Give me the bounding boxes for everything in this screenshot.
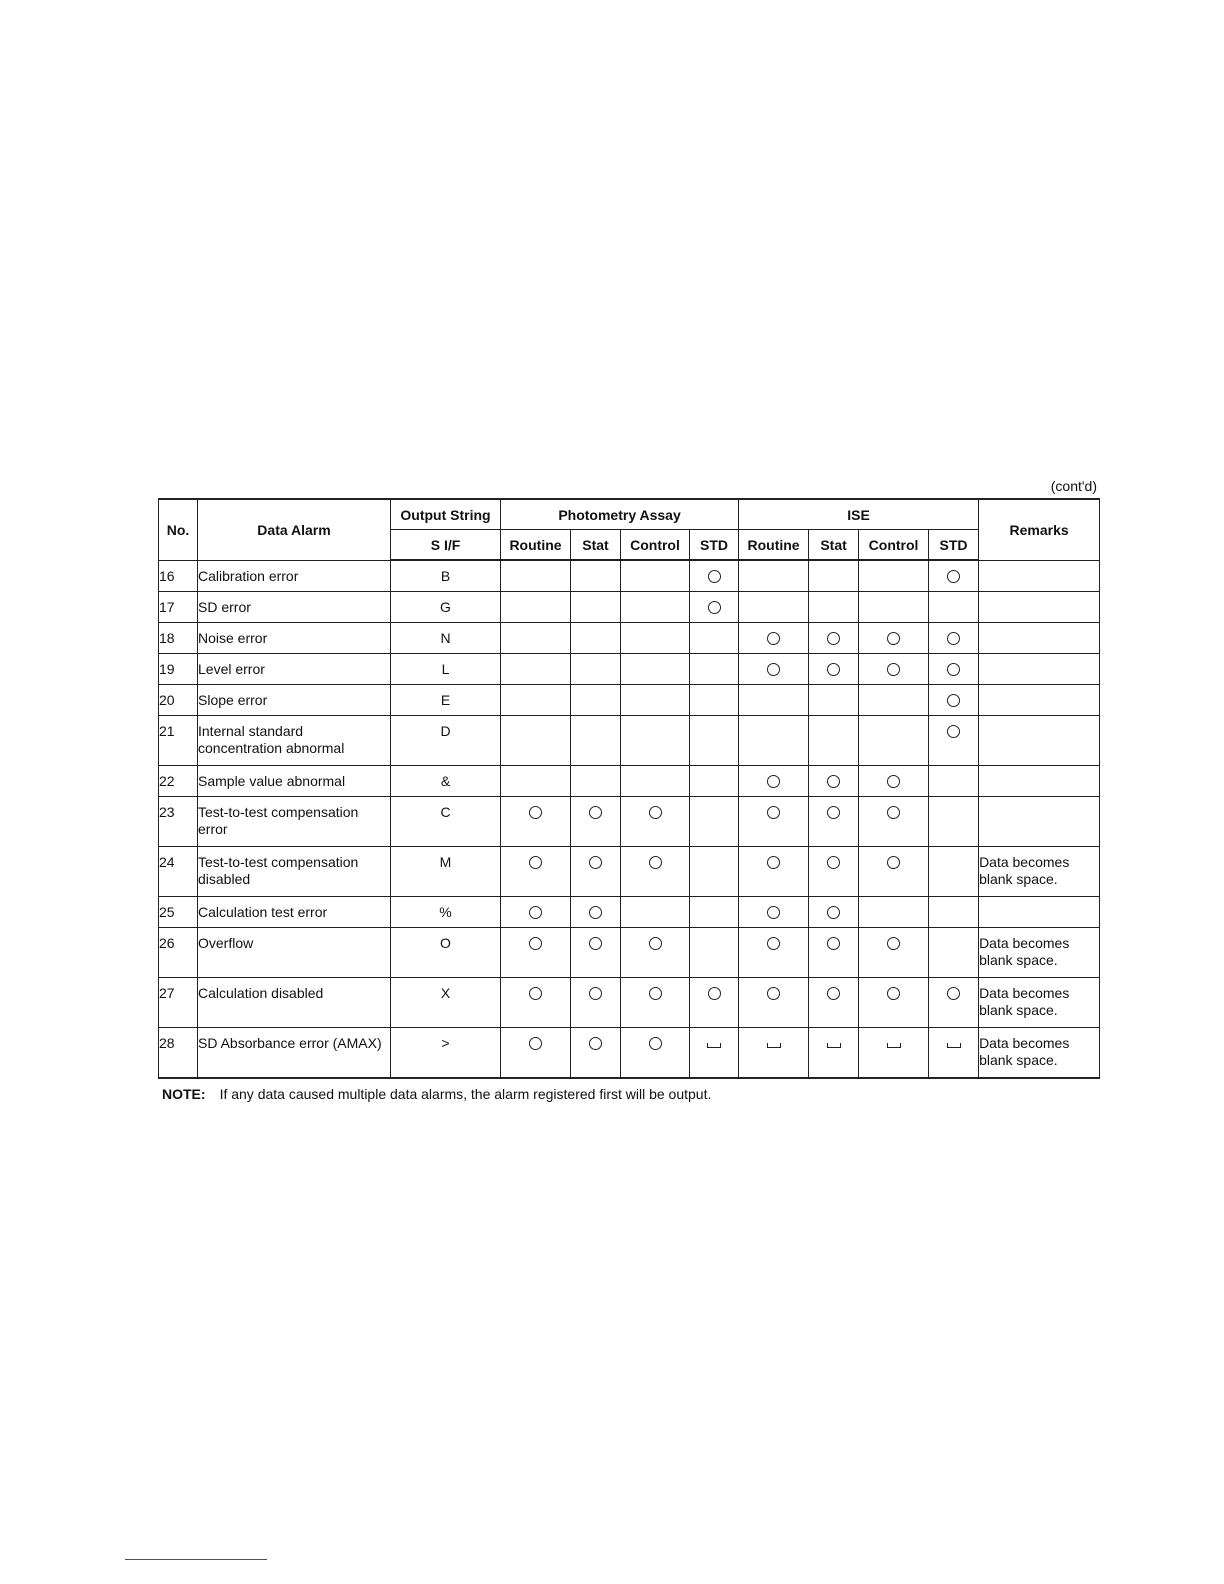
- header-ise-routine: Routine: [739, 530, 809, 561]
- table-row: [159, 928, 1100, 978]
- table-row: [159, 623, 1100, 654]
- cell-photometry-routine: [501, 1028, 571, 1079]
- cell-ise-control: [859, 978, 929, 1028]
- row-number: 22: [159, 766, 198, 797]
- cell-photometry-std: [690, 897, 739, 928]
- cell-ise-routine: [739, 654, 809, 685]
- circle-mark-icon: [767, 663, 780, 676]
- cell-ise-routine: [739, 897, 809, 928]
- data-alarm-name: Test-to-test compensation error: [198, 797, 391, 847]
- cell-photometry-routine: [501, 623, 571, 654]
- circle-mark-icon: [827, 632, 840, 645]
- cell-photometry-control: [621, 592, 690, 623]
- data-alarm-name: Level error: [198, 654, 391, 685]
- cell-photometry-control: [621, 685, 690, 716]
- footer-rule: [125, 1559, 267, 1560]
- data-alarm-name: Noise error: [198, 623, 391, 654]
- data-alarm-name: SD Absorbance error (AMAX): [198, 1028, 391, 1079]
- remarks-cell: [979, 623, 1100, 654]
- cell-ise-control: [859, 928, 929, 978]
- table-row: [159, 654, 1100, 685]
- output-string-sif: D: [391, 716, 501, 766]
- cell-ise-std: [929, 592, 979, 623]
- circle-mark-icon: [589, 937, 602, 950]
- circle-mark-icon: [767, 775, 780, 788]
- table-body: [159, 560, 1100, 1078]
- table-row: [159, 897, 1100, 928]
- contd-label: (cont'd): [1050, 478, 1097, 494]
- circle-mark-icon: [827, 987, 840, 1000]
- cell-ise-control: [859, 766, 929, 797]
- circle-mark-icon: [708, 987, 721, 1000]
- row-number: 20: [159, 685, 198, 716]
- circle-mark-icon: [589, 856, 602, 869]
- circle-mark-icon: [887, 937, 900, 950]
- circle-mark-icon: [947, 632, 960, 645]
- cell-ise-std: [929, 978, 979, 1028]
- circle-mark-icon: [529, 987, 542, 1000]
- remarks-cell: [979, 716, 1100, 766]
- table-row: [159, 685, 1100, 716]
- cell-ise-std: [929, 654, 979, 685]
- cell-photometry-stat: [571, 928, 621, 978]
- cell-photometry-routine: [501, 847, 571, 897]
- row-number: 26: [159, 928, 198, 978]
- circle-mark-icon: [947, 694, 960, 707]
- cell-photometry-std: [690, 592, 739, 623]
- circle-mark-icon: [887, 632, 900, 645]
- cell-ise-control: [859, 685, 929, 716]
- cell-ise-routine: [739, 560, 809, 592]
- circle-mark-icon: [589, 987, 602, 1000]
- data-alarm-name: Calculation test error: [198, 897, 391, 928]
- table-row: [159, 1028, 1100, 1079]
- header-photometry-routine: Routine: [501, 530, 571, 561]
- cell-photometry-stat: [571, 797, 621, 847]
- cell-photometry-control: [621, 847, 690, 897]
- cell-ise-stat: [809, 592, 859, 623]
- header-photometry-assay: Photometry Assay: [501, 499, 739, 530]
- cell-ise-routine: [739, 978, 809, 1028]
- cell-photometry-std: [690, 978, 739, 1028]
- cell-photometry-stat: [571, 978, 621, 1028]
- table-row: [159, 978, 1100, 1028]
- cell-ise-stat: [809, 897, 859, 928]
- row-number: 25: [159, 897, 198, 928]
- output-string-sif: L: [391, 654, 501, 685]
- row-number: 19: [159, 654, 198, 685]
- remarks-cell: [979, 766, 1100, 797]
- cell-ise-stat: [809, 685, 859, 716]
- cell-photometry-stat: [571, 654, 621, 685]
- circle-mark-icon: [649, 806, 662, 819]
- remarks-cell: [979, 592, 1100, 623]
- cell-ise-routine: [739, 1028, 809, 1079]
- remarks-cell: Data becomes blank space.: [979, 1028, 1100, 1079]
- cell-ise-stat: [809, 1028, 859, 1079]
- circle-mark-icon: [767, 632, 780, 645]
- cell-ise-stat: [809, 560, 859, 592]
- header-ise-control: Control: [859, 530, 929, 561]
- cell-photometry-control: [621, 978, 690, 1028]
- header-photometry-stat: Stat: [571, 530, 621, 561]
- circle-mark-icon: [767, 906, 780, 919]
- cell-photometry-routine: [501, 685, 571, 716]
- circle-mark-icon: [887, 806, 900, 819]
- circle-mark-icon: [589, 906, 602, 919]
- remarks-cell: [979, 654, 1100, 685]
- circle-mark-icon: [529, 937, 542, 950]
- remarks-cell: Data becomes blank space.: [979, 847, 1100, 897]
- cell-ise-control: [859, 623, 929, 654]
- header-photometry-std: STD: [690, 530, 739, 561]
- cell-photometry-control: [621, 897, 690, 928]
- circle-mark-icon: [827, 906, 840, 919]
- circle-mark-icon: [649, 987, 662, 1000]
- cell-photometry-routine: [501, 654, 571, 685]
- circle-mark-icon: [529, 1037, 542, 1050]
- cell-photometry-std: [690, 560, 739, 592]
- row-number: 18: [159, 623, 198, 654]
- cell-photometry-std: [690, 928, 739, 978]
- cell-photometry-stat: [571, 766, 621, 797]
- circle-mark-icon: [947, 987, 960, 1000]
- circle-mark-icon: [649, 856, 662, 869]
- data-alarm-name: Calibration error: [198, 560, 391, 592]
- table-row: [159, 592, 1100, 623]
- remarks-cell: [979, 560, 1100, 592]
- row-number: 21: [159, 716, 198, 766]
- output-string-sif: G: [391, 592, 501, 623]
- circle-mark-icon: [767, 856, 780, 869]
- output-string-sif: >: [391, 1028, 501, 1079]
- blank-space-icon: [827, 1043, 841, 1048]
- cell-ise-control: [859, 797, 929, 847]
- data-alarm-table: [158, 498, 1100, 1079]
- circle-mark-icon: [649, 937, 662, 950]
- output-string-sif: &: [391, 766, 501, 797]
- cell-ise-routine: [739, 716, 809, 766]
- header-photometry-control: Control: [621, 530, 690, 561]
- header-data-alarm: Data Alarm: [198, 499, 391, 560]
- remarks-cell: Data becomes blank space.: [979, 928, 1100, 978]
- cell-ise-control: [859, 716, 929, 766]
- cell-photometry-routine: [501, 766, 571, 797]
- cell-photometry-std: [690, 654, 739, 685]
- cell-photometry-control: [621, 716, 690, 766]
- cell-photometry-routine: [501, 560, 571, 592]
- cell-photometry-std: [690, 685, 739, 716]
- data-alarm-name: Test-to-test compensation disabled: [198, 847, 391, 897]
- header-no: No.: [159, 499, 198, 560]
- cell-ise-stat: [809, 847, 859, 897]
- cell-photometry-stat: [571, 897, 621, 928]
- cell-ise-std: [929, 1028, 979, 1079]
- header-ise-std: STD: [929, 530, 979, 561]
- cell-photometry-stat: [571, 623, 621, 654]
- circle-mark-icon: [887, 856, 900, 869]
- circle-mark-icon: [887, 663, 900, 676]
- output-string-sif: E: [391, 685, 501, 716]
- remarks-cell: [979, 685, 1100, 716]
- cell-photometry-std: [690, 623, 739, 654]
- cell-ise-std: [929, 685, 979, 716]
- cell-ise-std: [929, 847, 979, 897]
- table-row: [159, 797, 1100, 847]
- remarks-cell: [979, 797, 1100, 847]
- circle-mark-icon: [827, 663, 840, 676]
- circle-mark-icon: [767, 987, 780, 1000]
- data-alarm-name: SD error: [198, 592, 391, 623]
- cell-photometry-routine: [501, 716, 571, 766]
- remarks-cell: [979, 897, 1100, 928]
- cell-photometry-control: [621, 766, 690, 797]
- circle-mark-icon: [827, 937, 840, 950]
- header-output-string: Output String: [391, 499, 501, 530]
- cell-photometry-control: [621, 623, 690, 654]
- cell-ise-routine: [739, 847, 809, 897]
- cell-photometry-std: [690, 797, 739, 847]
- circle-mark-icon: [589, 806, 602, 819]
- cell-ise-std: [929, 897, 979, 928]
- cell-photometry-routine: [501, 797, 571, 847]
- circle-mark-icon: [827, 856, 840, 869]
- cell-photometry-stat: [571, 847, 621, 897]
- output-string-sif: O: [391, 928, 501, 978]
- cell-ise-routine: [739, 928, 809, 978]
- cell-ise-stat: [809, 623, 859, 654]
- header-ise: ISE: [739, 499, 979, 530]
- cell-ise-routine: [739, 685, 809, 716]
- table-row: [159, 716, 1100, 766]
- cell-photometry-stat: [571, 685, 621, 716]
- circle-mark-icon: [589, 1037, 602, 1050]
- circle-mark-icon: [649, 1037, 662, 1050]
- cell-photometry-std: [690, 716, 739, 766]
- blank-space-icon: [887, 1043, 901, 1048]
- header-ise-stat: Stat: [809, 530, 859, 561]
- cell-photometry-stat: [571, 1028, 621, 1079]
- circle-mark-icon: [708, 601, 721, 614]
- output-string-sif: C: [391, 797, 501, 847]
- remarks-cell: Data becomes blank space.: [979, 978, 1100, 1028]
- row-number: 23: [159, 797, 198, 847]
- cell-ise-control: [859, 847, 929, 897]
- output-string-sif: %: [391, 897, 501, 928]
- circle-mark-icon: [887, 775, 900, 788]
- cell-ise-control: [859, 897, 929, 928]
- blank-space-icon: [947, 1043, 961, 1048]
- cell-photometry-routine: [501, 978, 571, 1028]
- cell-ise-stat: [809, 978, 859, 1028]
- cell-ise-std: [929, 928, 979, 978]
- circle-mark-icon: [827, 775, 840, 788]
- cell-ise-stat: [809, 797, 859, 847]
- cell-ise-std: [929, 797, 979, 847]
- circle-mark-icon: [708, 570, 721, 583]
- cell-photometry-routine: [501, 897, 571, 928]
- circle-mark-icon: [947, 725, 960, 738]
- table-row: [159, 560, 1100, 592]
- cell-photometry-stat: [571, 560, 621, 592]
- output-string-sif: N: [391, 623, 501, 654]
- note-text: If any data caused multiple data alarms, the alarm registered first will be output.: [219, 1086, 712, 1102]
- cell-photometry-routine: [501, 592, 571, 623]
- cell-photometry-std: [690, 1028, 739, 1079]
- output-string-sif: B: [391, 560, 501, 592]
- output-string-sif: M: [391, 847, 501, 897]
- data-alarm-name: Calculation disabled: [198, 978, 391, 1028]
- cell-photometry-control: [621, 654, 690, 685]
- cell-ise-control: [859, 1028, 929, 1079]
- circle-mark-icon: [947, 663, 960, 676]
- header-remarks: Remarks: [979, 499, 1100, 560]
- cell-ise-routine: [739, 766, 809, 797]
- cell-ise-std: [929, 623, 979, 654]
- circle-mark-icon: [529, 856, 542, 869]
- row-number: 24: [159, 847, 198, 897]
- data-alarm-name: Overflow: [198, 928, 391, 978]
- note: [162, 1086, 711, 1102]
- cell-ise-control: [859, 560, 929, 592]
- table-row: [159, 766, 1100, 797]
- cell-ise-control: [859, 592, 929, 623]
- cell-photometry-std: [690, 847, 739, 897]
- circle-mark-icon: [767, 937, 780, 950]
- table-row: [159, 847, 1100, 897]
- cell-ise-std: [929, 560, 979, 592]
- cell-ise-routine: [739, 797, 809, 847]
- circle-mark-icon: [887, 987, 900, 1000]
- circle-mark-icon: [947, 570, 960, 583]
- data-alarm-name: Internal standard concentration abnormal: [198, 716, 391, 766]
- output-string-sif: X: [391, 978, 501, 1028]
- note-label: NOTE:: [162, 1086, 206, 1102]
- blank-space-icon: [707, 1043, 721, 1048]
- cell-photometry-control: [621, 797, 690, 847]
- cell-ise-stat: [809, 766, 859, 797]
- circle-mark-icon: [767, 806, 780, 819]
- data-alarm-name: Sample value abnormal: [198, 766, 391, 797]
- data-alarm-name: Slope error: [198, 685, 391, 716]
- cell-ise-std: [929, 716, 979, 766]
- cell-ise-routine: [739, 592, 809, 623]
- cell-ise-stat: [809, 928, 859, 978]
- cell-ise-control: [859, 654, 929, 685]
- row-number: 28: [159, 1028, 198, 1079]
- blank-space-icon: [767, 1043, 781, 1048]
- cell-ise-stat: [809, 716, 859, 766]
- cell-photometry-control: [621, 928, 690, 978]
- cell-photometry-stat: [571, 716, 621, 766]
- row-number: 16: [159, 560, 198, 592]
- header-sif: S I/F: [391, 530, 501, 561]
- cell-photometry-routine: [501, 928, 571, 978]
- circle-mark-icon: [529, 806, 542, 819]
- row-number: 27: [159, 978, 198, 1028]
- row-number: 17: [159, 592, 198, 623]
- circle-mark-icon: [529, 906, 542, 919]
- cell-ise-std: [929, 766, 979, 797]
- cell-photometry-control: [621, 1028, 690, 1079]
- circle-mark-icon: [827, 806, 840, 819]
- cell-photometry-stat: [571, 592, 621, 623]
- cell-ise-stat: [809, 654, 859, 685]
- cell-ise-routine: [739, 623, 809, 654]
- cell-photometry-control: [621, 560, 690, 592]
- cell-photometry-std: [690, 766, 739, 797]
